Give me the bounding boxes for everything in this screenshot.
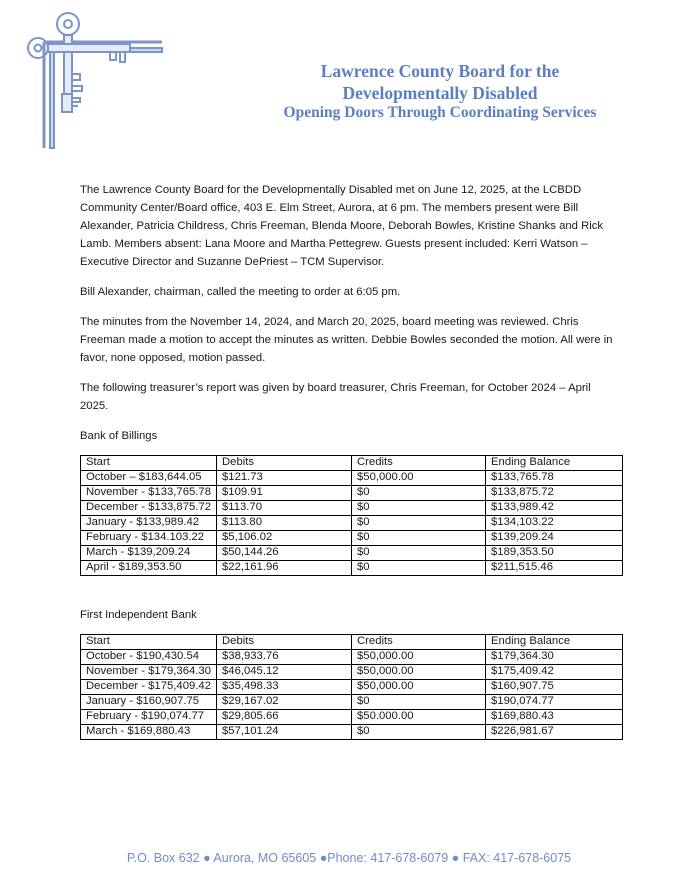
table-cell: $134,103.22 — [486, 516, 623, 531]
table-cell: $226,981.67 — [486, 725, 623, 740]
paragraph-attendance: The Lawrence County Board for the Developmentally Disabled met on June 12, 2025, at the LCBDD Community Center/Board office, 403 E. Elm Street, Aurora, at 6 pm. The members present were Bill Alexander, Patricia Childress, Chris Freeman, Blenda Moore, Deborah Bowles, Kristine Shanks and Rick Lamb. Members absent: Lana Moore and Martha Pettegrew. Guests present included: Kerri Watson – Executive Director and Suzanne DePriest – TCM Supervisor. — [80, 184, 604, 268]
table-cell: March - $169,880.43 — [81, 725, 217, 740]
paragraph-minutes-review: The minutes from the November 14, 2024, and March 20, 2025, board meeting was reviewed. Chris Freeman made a motion to accept the minutes as written. Debbie Bowles seconded the motion. All were in favor, none opposed, motion passed. — [80, 316, 613, 364]
table-cell: November - $133,765.78 — [81, 486, 217, 501]
header-cell: Debits — [217, 456, 352, 471]
table-cell: $139,209.24 — [486, 531, 623, 546]
organization-name-line1: Lawrence County Board for the — [320, 61, 560, 81]
table-cell: November - $179,364.30 — [81, 665, 217, 680]
minutes-body — [80, 181, 620, 770]
table-cell: $121.73 — [217, 471, 352, 486]
table-cell: $133,875.72 — [486, 486, 623, 501]
bank-title-billings: Bank of Billings — [80, 430, 158, 442]
table-cell: December - $175,409.42 — [81, 680, 217, 695]
table-cell: January - $160,907.75 — [81, 695, 217, 710]
table-cell: April - $189,353.50 — [81, 561, 217, 576]
table-cell: $0 — [352, 725, 486, 740]
header-cell: Ending Balance — [486, 456, 623, 471]
table-header-row — [81, 456, 623, 471]
table-row — [81, 650, 623, 665]
table-cell: $50,000.00 — [352, 650, 486, 665]
table-cell: $38,933.76 — [217, 650, 352, 665]
table-cell: $29,167.02 — [217, 695, 352, 710]
table-row — [81, 471, 623, 486]
table-cell: $22,161.96 — [217, 561, 352, 576]
treasurer-table-first-independent — [80, 634, 623, 740]
table-cell: $109.91 — [217, 486, 352, 501]
table-cell: $0 — [352, 695, 486, 710]
table-cell: $29,805.66 — [217, 710, 352, 725]
table-row — [81, 561, 623, 576]
table-cell: October - $190,430.54 — [81, 650, 217, 665]
table-cell: $0 — [352, 516, 486, 531]
table-cell: $0 — [352, 486, 486, 501]
table-cell: $50,144.26 — [217, 546, 352, 561]
treasurer-table-billings — [80, 455, 623, 576]
table-cell: $0 — [352, 561, 486, 576]
table-cell: $0 — [352, 501, 486, 516]
table-cell: $57,101.24 — [217, 725, 352, 740]
table-cell: $50,000.00 — [352, 665, 486, 680]
table-row — [81, 680, 623, 695]
organization-name — [190, 60, 690, 104]
table-row — [81, 695, 623, 710]
table-cell: $50,000.00 — [352, 471, 486, 486]
table-cell: $179,364.30 — [486, 650, 623, 665]
header-cell: Start — [81, 635, 217, 650]
table-row — [81, 486, 623, 501]
header-cell: Ending Balance — [486, 635, 623, 650]
table-header-row — [81, 635, 623, 650]
table-cell: December - $133,875.72 — [81, 501, 217, 516]
table-cell: $50,000.00 — [352, 680, 486, 695]
table-cell: $190,074.77 — [486, 695, 623, 710]
table-cell: March - $139,209.24 — [81, 546, 217, 561]
table-cell: $175,409.42 — [486, 665, 623, 680]
keys-logo-icon — [24, 8, 174, 153]
paragraph-treasurer-report: The following treasurer’s report was given by board treasurer, Chris Freeman, for October 2024 – April 2025. — [80, 382, 591, 412]
organization-tagline: Opening Doors Through Coordinating Services — [283, 104, 597, 121]
footer-contact: P.O. Box 632 ● Aurora, MO 65605 ●Phone: 417-678-6079 ● FAX: 417-678-6075 — [126, 851, 572, 865]
header-cell: Debits — [217, 635, 352, 650]
table-cell: $160,907.75 — [486, 680, 623, 695]
table-cell: $0 — [352, 531, 486, 546]
table-cell: $46,045.12 — [217, 665, 352, 680]
table-cell: February - $134.103.22 — [81, 531, 217, 546]
table-cell: $113.80 — [217, 516, 352, 531]
table-cell: $133,989.42 — [486, 501, 623, 516]
table-cell: $189,353.50 — [486, 546, 623, 561]
table-cell: January - $133,989.42 — [81, 516, 217, 531]
table-row — [81, 516, 623, 531]
table-cell: $35,498.33 — [217, 680, 352, 695]
table-row — [81, 501, 623, 516]
table-row — [81, 725, 623, 740]
header-cell: Credits — [352, 456, 486, 471]
table-cell: $211,515.46 — [486, 561, 623, 576]
table-row — [81, 546, 623, 561]
table-cell: October – $183,644.05 — [81, 471, 217, 486]
table-cell: $133,765.78 — [486, 471, 623, 486]
table-cell: $113.70 — [217, 501, 352, 516]
table-cell: $5,106.02 — [217, 531, 352, 546]
table-cell: $50.000.00 — [352, 710, 486, 725]
table-cell: $169,880.43 — [486, 710, 623, 725]
table-row — [81, 531, 623, 546]
header-cell: Start — [81, 456, 217, 471]
paragraph-call-to-order: Bill Alexander, chairman, called the meeting to order at 6:05 pm. — [80, 286, 401, 298]
table-row — [81, 665, 623, 680]
table-cell: $0 — [352, 546, 486, 561]
bank-title-first-independent: First Independent Bank — [80, 609, 197, 621]
header-cell: Credits — [352, 635, 486, 650]
organization-name-line2: Developmentally Disabled — [342, 83, 538, 103]
table-cell: February - $190,074.77 — [81, 710, 217, 725]
table-row — [81, 710, 623, 725]
